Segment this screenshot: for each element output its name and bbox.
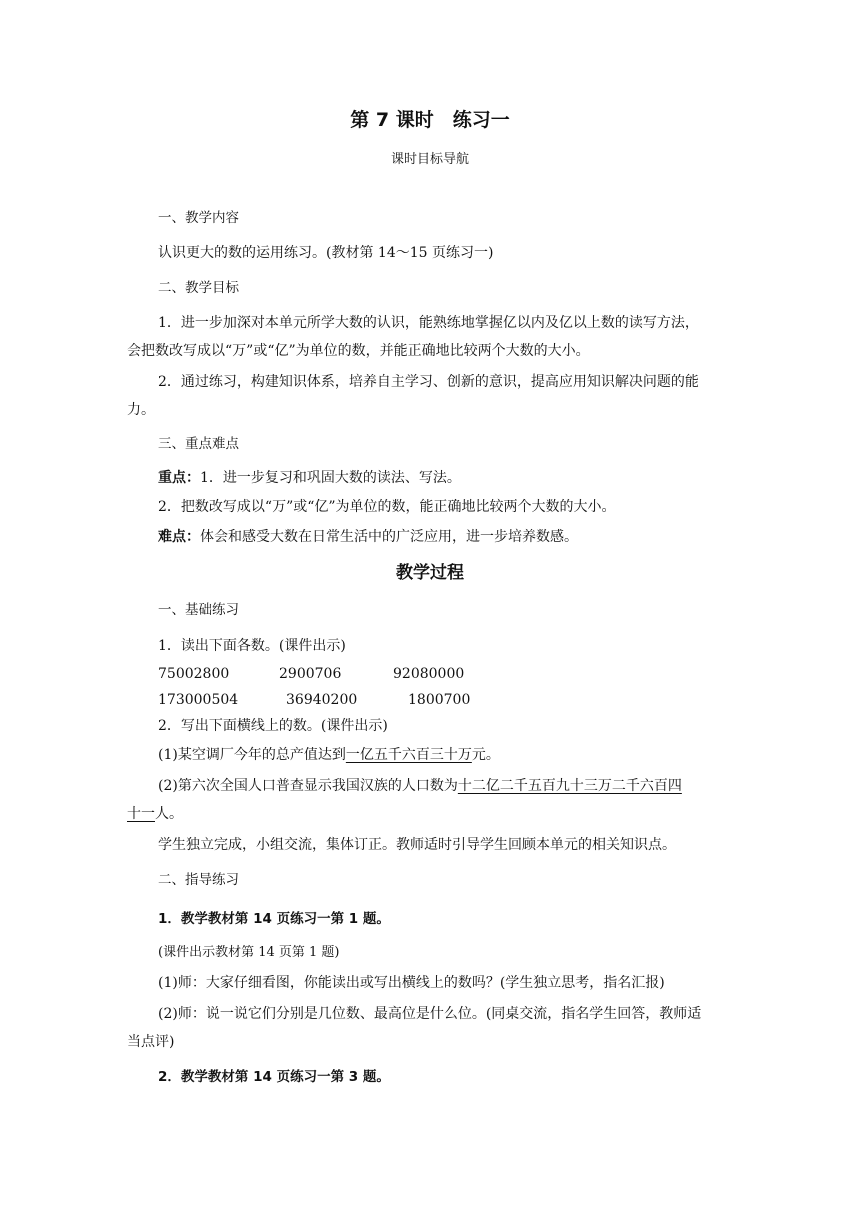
- key-point-label: 重点：: [158, 470, 200, 486]
- teaching-content-text: 认识更大的数的运用练习。(教材第 14～15 页练习一): [158, 245, 494, 261]
- question-2-item-1: [158, 745, 500, 765]
- number-r2-c3: 1800700: [408, 692, 471, 708]
- q2-item2-underlined-number-a: 十二亿二千五百九十三万二千六百四: [457, 778, 682, 794]
- question-2-item-2-line-1: [158, 776, 682, 796]
- section-heading-guided-practice: 二、指导练习: [158, 872, 239, 888]
- basic-practice-summary: 学生独立完成，小组交流，集体订正。教师适时引导学生回顾本单元的相关知识点。: [158, 837, 676, 853]
- q2-item2-underlined-number-b: 十一: [127, 806, 155, 822]
- key-point-item-2: 2．把数改写成以“万”或“亿”为单位的数，能正确地比较两个大数的大小。: [158, 499, 616, 515]
- goal-2-line-2: 力。: [127, 402, 155, 418]
- task-1-step-2-line-2: 当点评): [127, 1034, 175, 1050]
- section-heading-key-difficult-points: 三、重点难点: [158, 436, 239, 452]
- section-heading-basic-practice: 一、基础练习: [158, 602, 239, 618]
- q2-item1-underlined-number: 一亿五千六百三十万: [345, 747, 472, 763]
- q2-item1-suffix: 元。: [471, 747, 500, 763]
- key-point-text: 1．进一步复习和巩固大数的读法、写法。: [200, 470, 461, 486]
- teaching-process-title: 教学过程: [396, 563, 464, 583]
- difficulty-label: 难点：: [158, 529, 200, 545]
- goal-2-line-1: 2．通过练习，构建知识体系，培养自主学习、创新的意识，提高应用知识解决问题的能: [158, 374, 699, 390]
- q2-item2-prefix: (2)第六次全国人口普查显示我国汉族的人口数为: [158, 778, 458, 794]
- task-2-heading: 2．教学教材第 14 页练习一第 3 题。: [158, 1069, 390, 1085]
- section-heading-teaching-content: 一、教学内容: [158, 210, 239, 226]
- q2-item2-suffix: 人。: [155, 806, 183, 822]
- goal-1-line-1: 1．进一步加深对本单元所学大数的认识，能熟练地掌握亿以内及亿以上数的读写方法，: [158, 315, 699, 331]
- task-1-heading: 1．教学教材第 14 页练习一第 1 题。: [158, 911, 390, 927]
- number-r1-c2: 2900706: [279, 666, 342, 682]
- section-heading-teaching-goals: 二、教学目标: [158, 280, 239, 296]
- task-1-note: (课件出示教材第 14 页第 1 题): [158, 945, 340, 960]
- task-1-step-1: (1)师：大家仔细看图，你能读出或写出横线上的数吗？(学生独立思考，指名汇报): [158, 975, 665, 991]
- page-title: 第 7 课时 练习一: [350, 109, 510, 131]
- number-r1-c1: 75002800: [158, 666, 230, 682]
- number-r2-c2: 36940200: [286, 692, 358, 708]
- difficulty-text: 体会和感受大数在日常生活中的广泛应用，进一步培养数感。: [200, 529, 578, 545]
- difficulty-line: [158, 527, 578, 547]
- question-2: 2．写出下面横线上的数。(课件出示): [158, 718, 388, 734]
- number-r2-c1: 173000504: [158, 692, 239, 708]
- goal-1-line-2: 会把数改写成以“万”或“亿”为单位的数，并能正确地比较两个大数的大小。: [127, 343, 590, 359]
- q2-item1-prefix: (1)某空调厂今年的总产值达到: [158, 747, 346, 763]
- task-1-step-2-line-1: (2)师：说一说它们分别是几位数、最高位是什么位。(同桌交流，指名学生回答，教师适: [158, 1006, 702, 1022]
- question-2-item-2-line-2: [127, 804, 183, 824]
- page-subtitle: 课时目标导航: [390, 152, 469, 167]
- key-point-line: [158, 468, 461, 488]
- question-1: 1．读出下面各数。(课件出示): [158, 638, 346, 654]
- number-r1-c3: 92080000: [393, 666, 465, 682]
